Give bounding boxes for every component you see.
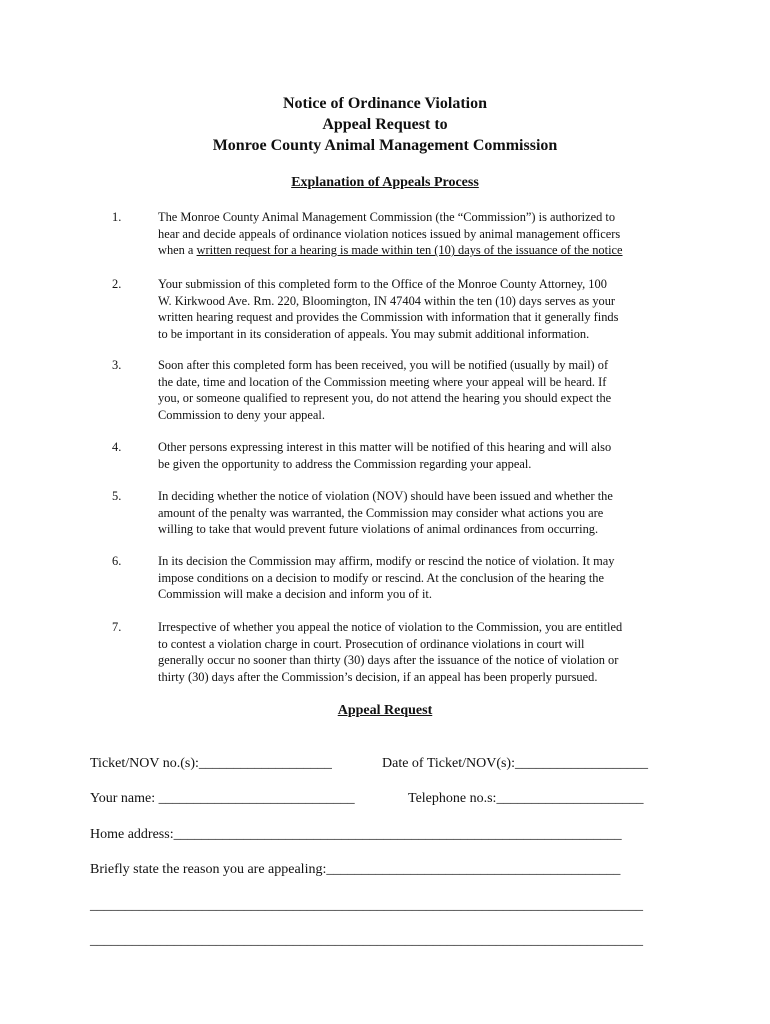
explanation-heading: Explanation of Appeals Process: [291, 175, 479, 190]
list-item-line: willing to take that would prevent future violations of animal ordinances from occurring.: [158, 522, 599, 537]
list-item-number: 2.: [112, 277, 122, 291]
list-item-line: Commission will make a decision and inform you of it.: [158, 587, 432, 602]
ticket-date-field[interactable]: Date of Ticket/NOV(s):___________________: [382, 756, 648, 771]
your-name-field[interactable]: Your name: ____________________________: [90, 791, 355, 806]
title-line-2: Appeal Request to: [322, 116, 448, 133]
list-item-line: you, or someone qualified to represent you, do not attend the hearing you should expect the: [158, 391, 612, 406]
list-item-line: to be important in its consideration of appeals. You may submit additional information.: [158, 326, 590, 341]
list-item-text: when a: [158, 243, 197, 258]
list-item-line: thirty (30) days after the Commission’s decision, if an appeal has been properly pursued.: [158, 669, 598, 684]
list-item-number: 5.: [112, 489, 122, 503]
underlined-deadline-text: written request for a hearing is made within ten (10) days of the issuance of the notice: [196, 243, 623, 258]
appeal-reason-continuation-line[interactable]: _______________________________________________________________________________: [90, 898, 643, 913]
title-line-3: Monroe County Animal Management Commission: [212, 137, 558, 154]
list-item-line: amount of the penalty was warranted, the Commission may consider what actions you are: [158, 505, 604, 520]
list-item-line: Irrespective of whether you appeal the notice of violation to the Commission, you are entitled: [158, 620, 623, 634]
list-item-number: 3.: [112, 358, 122, 372]
list-item-line: be given the opportunity to address the Commission regarding your appeal.: [158, 456, 532, 471]
appeal-reason-field[interactable]: Briefly state the reason you are appealing:__________________________________________: [90, 862, 621, 877]
list-item-line: W. Kirkwood Ave. Rm. 220, Bloomington, IN 47404 within the ten (10) days serves as your: [158, 293, 616, 308]
appeal-request-heading: Appeal Request: [337, 703, 433, 718]
list-item-line: generally occur no sooner than thirty (30) days after the issuance of the notice of violation or: [158, 653, 619, 668]
title-line-1: Notice of Ordinance Violation: [283, 95, 487, 112]
appeal-reason-continuation-line[interactable]: _______________________________________________________________________________: [90, 933, 643, 948]
list-item-line: [158, 242, 682, 259]
list-item-number: 1.: [112, 210, 122, 224]
list-item-line: Other persons expressing interest in this matter will be notified of this hearing and will also: [158, 440, 612, 454]
list-item-line: Commission to deny your appeal.: [158, 407, 325, 422]
list-item-line: impose conditions on a decision to modify or rescind. At the conclusion of the hearing the: [158, 570, 604, 585]
list-item-line: The Monroe County Animal Management Commission (the “Commission”) is authorized to: [158, 210, 616, 224]
ticket-number-field[interactable]: Ticket/NOV no.(s):___________________: [90, 756, 332, 771]
list-item-line: Soon after this completed form has been received, you will be notified (usually by mail) of: [158, 358, 609, 372]
list-item-number: 4.: [112, 440, 122, 454]
document-title: [0, 93, 770, 156]
list-item-line: the date, time and location of the Commission meeting where your appeal will be heard. If: [158, 374, 607, 389]
list-item-number: 6.: [112, 554, 122, 568]
home-address-field[interactable]: Home address:________________________________________________________________: [90, 827, 622, 842]
list-item-line: to contest a violation charge in court. Prosecution of ordinance violations in court will: [158, 636, 585, 651]
telephone-field[interactable]: Telephone no.s:_____________________: [408, 791, 644, 806]
list-item-number: 7.: [112, 620, 122, 634]
list-item-line: In deciding whether the notice of violation (NOV) should have been issued and whether the: [158, 489, 613, 503]
list-item-line: hear and decide appeals of ordinance violation notices issued by animal management officers: [158, 226, 621, 241]
list-item-line: Your submission of this completed form to the Office of the Monroe County Attorney, 100: [158, 277, 607, 291]
list-item-line: written hearing request and provides the Commission with information that it generally finds: [158, 310, 619, 325]
list-item-line: In its decision the Commission may affirm, modify or rescind the notice of violation. It may: [158, 554, 615, 568]
